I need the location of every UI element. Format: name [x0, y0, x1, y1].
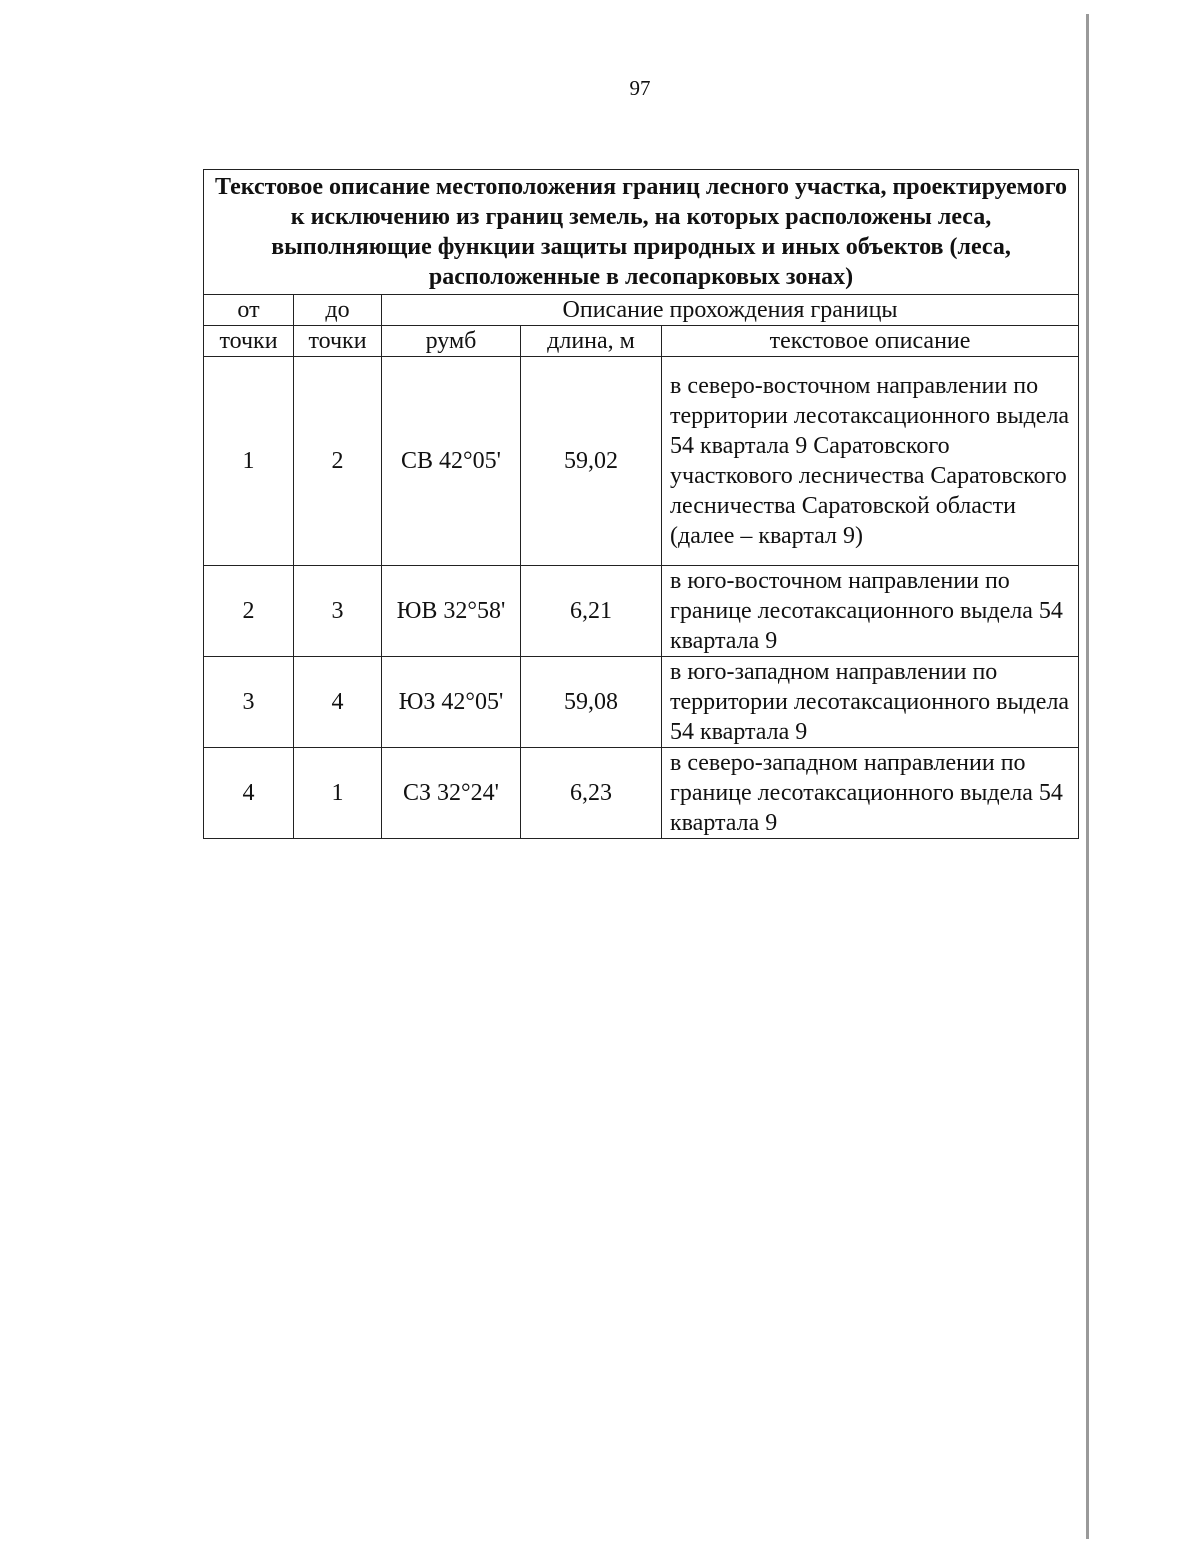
table-title-row — [204, 170, 1079, 295]
cell-to: 3 — [294, 566, 382, 657]
cell-bearing: СВ 42°05' — [382, 357, 521, 566]
cell-description: в юго-восточном направлении по границе лесотаксационного выдела 54 квартала 9 — [662, 566, 1079, 657]
cell-to: 2 — [294, 357, 382, 566]
header-to-point-1: до — [294, 295, 382, 326]
header-length: длина, м — [521, 326, 662, 357]
header-text-description: текстовое описание — [662, 326, 1079, 357]
boundary-description-table — [203, 169, 1079, 839]
cell-length: 59,02 — [521, 357, 662, 566]
cell-length: 6,23 — [521, 748, 662, 839]
cell-from: 4 — [204, 748, 294, 839]
table-row — [204, 657, 1079, 748]
cell-description: в юго-западном направлении по территории лесотаксационного выдела 54 квартала 9 — [662, 657, 1079, 748]
header-from-point-1: от — [204, 295, 294, 326]
cell-description: в северо-восточном направлении по территории лесотаксационного выдела 54 квартала 9 Саратовского участкового лесничества Саратовского лесничества Саратовской области (далее – квартал 9) — [662, 357, 1079, 566]
cell-length: 59,08 — [521, 657, 662, 748]
cell-from: 2 — [204, 566, 294, 657]
table-title: Текстовое описание местоположения границ лесного участка, проектируемого к исключению из границ земель, на которых расположены леса, выполняющие функции защиты природных и иных объектов (леса, расположенные в лесопарковых зонах) — [204, 170, 1079, 295]
header-row-2 — [204, 326, 1079, 357]
cell-bearing: ЮЗ 42°05' — [382, 657, 521, 748]
cell-to: 4 — [294, 657, 382, 748]
header-boundary-description: Описание прохождения границы — [382, 295, 1079, 326]
page-number: 97 — [629, 76, 651, 100]
scan-edge-line — [1086, 14, 1089, 1539]
cell-bearing: ЮВ 32°58' — [382, 566, 521, 657]
header-bearing: румб — [382, 326, 521, 357]
header-from-point-2: точки — [204, 326, 294, 357]
cell-to: 1 — [294, 748, 382, 839]
header-to-point-2: точки — [294, 326, 382, 357]
table-row — [204, 357, 1079, 566]
header-row-1 — [204, 295, 1079, 326]
cell-from: 3 — [204, 657, 294, 748]
cell-bearing: СЗ 32°24' — [382, 748, 521, 839]
table-row — [204, 566, 1079, 657]
table-row — [204, 748, 1079, 839]
cell-from: 1 — [204, 357, 294, 566]
cell-length: 6,21 — [521, 566, 662, 657]
cell-description: в северо-западном направлении по границе лесотаксационного выдела 54 квартала 9 — [662, 748, 1079, 839]
